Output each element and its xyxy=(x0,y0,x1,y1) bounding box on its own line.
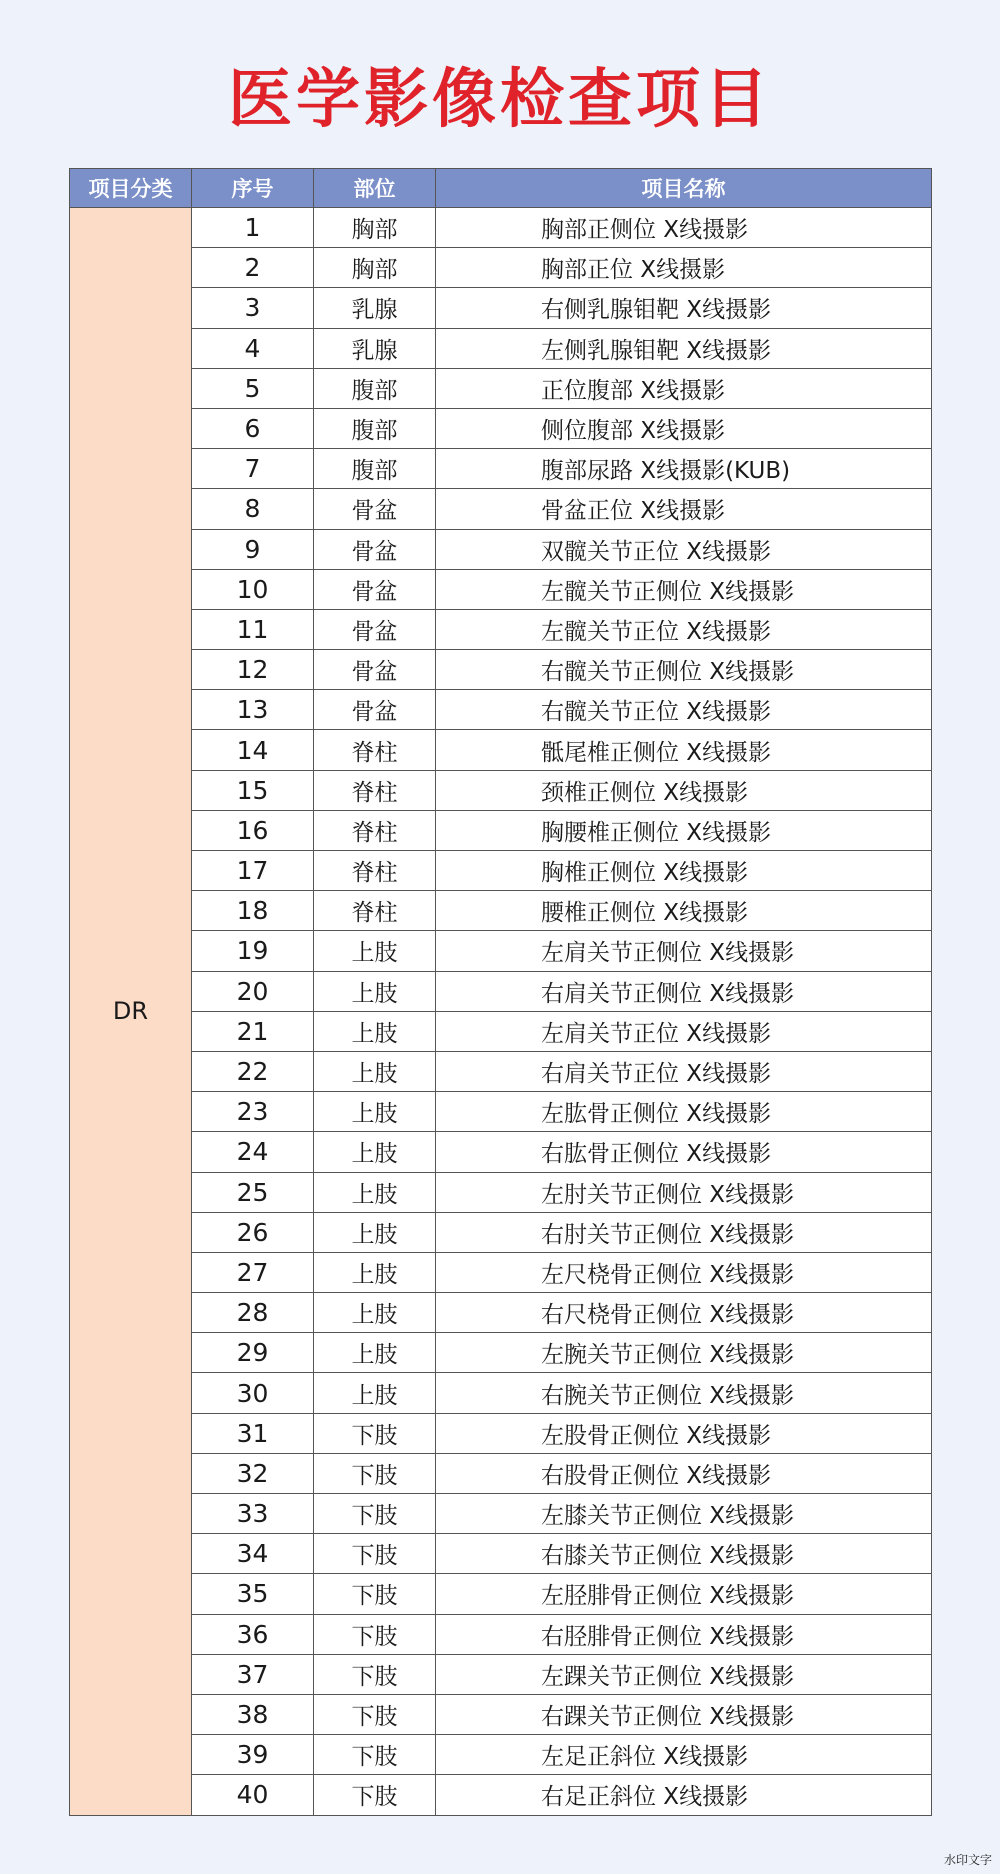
item-name-cell: 左肩关节正位 X线摄影 xyxy=(436,1011,932,1051)
body-part-cell: 胸部 xyxy=(314,248,436,288)
header-body-part: 部位 xyxy=(314,169,436,208)
item-name-cell: 颈椎正侧位 X线摄影 xyxy=(436,770,932,810)
index-cell: 24 xyxy=(192,1132,314,1172)
body-part-cell: 上肢 xyxy=(314,1092,436,1132)
table-row xyxy=(70,569,932,609)
item-name-cell: 右肘关节正侧位 X线摄影 xyxy=(436,1212,932,1252)
item-name-cell: 右肩关节正侧位 X线摄影 xyxy=(436,971,932,1011)
index-cell: 36 xyxy=(192,1614,314,1654)
body-part-cell: 下肢 xyxy=(314,1494,436,1534)
item-name-cell: 骶尾椎正侧位 X线摄影 xyxy=(436,730,932,770)
table-row xyxy=(70,1494,932,1534)
index-cell: 23 xyxy=(192,1092,314,1132)
item-name-cell: 左膝关节正侧位 X线摄影 xyxy=(436,1494,932,1534)
body-part-cell: 上肢 xyxy=(314,1212,436,1252)
body-part-cell: 上肢 xyxy=(314,971,436,1011)
item-name-cell: 左髋关节正侧位 X线摄影 xyxy=(436,569,932,609)
item-name-cell: 左侧乳腺钼靶 X线摄影 xyxy=(436,328,932,368)
index-cell: 8 xyxy=(192,489,314,529)
item-name-cell: 右肱骨正侧位 X线摄影 xyxy=(436,1132,932,1172)
item-name-cell: 右股骨正侧位 X线摄影 xyxy=(436,1453,932,1493)
item-name-cell: 左足正斜位 X线摄影 xyxy=(436,1735,932,1775)
body-part-cell: 下肢 xyxy=(314,1534,436,1574)
item-name-cell: 右髋关节正位 X线摄影 xyxy=(436,690,932,730)
index-cell: 12 xyxy=(192,650,314,690)
item-name-cell: 胸椎正侧位 X线摄影 xyxy=(436,851,932,891)
table-row xyxy=(70,1172,932,1212)
body-part-cell: 上肢 xyxy=(314,1373,436,1413)
index-cell: 22 xyxy=(192,1051,314,1091)
index-cell: 2 xyxy=(192,248,314,288)
table-row xyxy=(70,1132,932,1172)
body-part-cell: 下肢 xyxy=(314,1775,436,1815)
table-row xyxy=(70,931,932,971)
body-part-cell: 上肢 xyxy=(314,1051,436,1091)
table-row xyxy=(70,1051,932,1091)
index-cell: 33 xyxy=(192,1494,314,1534)
body-part-cell: 骨盆 xyxy=(314,529,436,569)
index-cell: 1 xyxy=(192,208,314,248)
item-name-cell: 右踝关节正侧位 X线摄影 xyxy=(436,1694,932,1734)
body-part-cell: 腹部 xyxy=(314,408,436,448)
table-row xyxy=(70,489,932,529)
body-part-cell: 脊柱 xyxy=(314,730,436,770)
item-name-cell: 右肩关节正位 X线摄影 xyxy=(436,1051,932,1091)
body-part-cell: 脊柱 xyxy=(314,851,436,891)
body-part-cell: 下肢 xyxy=(314,1574,436,1614)
index-cell: 5 xyxy=(192,368,314,408)
table-row xyxy=(70,810,932,850)
item-name-cell: 双髋关节正位 X线摄影 xyxy=(436,529,932,569)
index-cell: 21 xyxy=(192,1011,314,1051)
item-name-cell: 左踝关节正侧位 X线摄影 xyxy=(436,1654,932,1694)
table-row xyxy=(70,690,932,730)
table-row xyxy=(70,1212,932,1252)
index-cell: 18 xyxy=(192,891,314,931)
category-cell: DR xyxy=(70,208,192,1816)
table-row xyxy=(70,609,932,649)
table-row xyxy=(70,971,932,1011)
index-cell: 34 xyxy=(192,1534,314,1574)
body-part-cell: 骨盆 xyxy=(314,650,436,690)
body-part-cell: 腹部 xyxy=(314,368,436,408)
index-cell: 38 xyxy=(192,1694,314,1734)
item-name-cell: 胸腰椎正侧位 X线摄影 xyxy=(436,810,932,850)
table-row xyxy=(70,208,932,248)
index-cell: 3 xyxy=(192,288,314,328)
item-name-cell: 胸部正位 X线摄影 xyxy=(436,248,932,288)
index-cell: 6 xyxy=(192,408,314,448)
index-cell: 16 xyxy=(192,810,314,850)
table-row xyxy=(70,1775,932,1815)
item-name-cell: 右膝关节正侧位 X线摄影 xyxy=(436,1534,932,1574)
header-category: 项目分类 xyxy=(70,169,192,208)
index-cell: 30 xyxy=(192,1373,314,1413)
body-part-cell: 上肢 xyxy=(314,931,436,971)
item-name-cell: 右胫腓骨正侧位 X线摄影 xyxy=(436,1614,932,1654)
body-part-cell: 上肢 xyxy=(314,1333,436,1373)
table-row xyxy=(70,1011,932,1051)
body-part-cell: 脊柱 xyxy=(314,810,436,850)
body-part-cell: 腹部 xyxy=(314,449,436,489)
index-cell: 28 xyxy=(192,1293,314,1333)
table-row xyxy=(70,1574,932,1614)
body-part-cell: 下肢 xyxy=(314,1413,436,1453)
item-name-cell: 右髋关节正侧位 X线摄影 xyxy=(436,650,932,690)
body-part-cell: 上肢 xyxy=(314,1293,436,1333)
table-row xyxy=(70,770,932,810)
body-part-cell: 下肢 xyxy=(314,1735,436,1775)
item-name-cell: 右侧乳腺钼靶 X线摄影 xyxy=(436,288,932,328)
page-title: 医学影像检查项目 xyxy=(228,63,772,137)
index-cell: 25 xyxy=(192,1172,314,1212)
header-index: 序号 xyxy=(192,169,314,208)
index-cell: 19 xyxy=(192,931,314,971)
index-cell: 35 xyxy=(192,1574,314,1614)
table-row xyxy=(70,1413,932,1453)
index-cell: 11 xyxy=(192,609,314,649)
body-part-cell: 上肢 xyxy=(314,1252,436,1292)
index-cell: 32 xyxy=(192,1453,314,1493)
index-cell: 7 xyxy=(192,449,314,489)
table-row xyxy=(70,248,932,288)
table-row xyxy=(70,1293,932,1333)
item-name-cell: 右尺桡骨正侧位 X线摄影 xyxy=(436,1293,932,1333)
item-name-cell: 右足正斜位 X线摄影 xyxy=(436,1775,932,1815)
index-cell: 39 xyxy=(192,1735,314,1775)
table-row xyxy=(70,891,932,931)
body-part-cell: 胸部 xyxy=(314,208,436,248)
body-part-cell: 骨盆 xyxy=(314,690,436,730)
index-cell: 15 xyxy=(192,770,314,810)
item-name-cell: 左尺桡骨正侧位 X线摄影 xyxy=(436,1252,932,1292)
body-part-cell: 下肢 xyxy=(314,1614,436,1654)
index-cell: 13 xyxy=(192,690,314,730)
index-cell: 40 xyxy=(192,1775,314,1815)
item-name-cell: 右腕关节正侧位 X线摄影 xyxy=(436,1373,932,1413)
table-row xyxy=(70,730,932,770)
watermark-text: 水印文字 xyxy=(943,1853,992,1867)
item-name-cell: 左腕关节正侧位 X线摄影 xyxy=(436,1333,932,1373)
item-name-cell: 左肘关节正侧位 X线摄影 xyxy=(436,1172,932,1212)
table-row xyxy=(70,1373,932,1413)
table-row xyxy=(70,1092,932,1132)
table-row xyxy=(70,529,932,569)
item-name-cell: 左肩关节正侧位 X线摄影 xyxy=(436,931,932,971)
body-part-cell: 下肢 xyxy=(314,1453,436,1493)
body-part-cell: 上肢 xyxy=(314,1132,436,1172)
body-part-cell: 下肢 xyxy=(314,1654,436,1694)
index-cell: 27 xyxy=(192,1252,314,1292)
body-part-cell: 脊柱 xyxy=(314,891,436,931)
index-cell: 31 xyxy=(192,1413,314,1453)
table-row xyxy=(70,1694,932,1734)
index-cell: 14 xyxy=(192,730,314,770)
table-row xyxy=(70,288,932,328)
item-name-cell: 胸部正侧位 X线摄影 xyxy=(436,208,932,248)
item-name-cell: 腹部尿路 X线摄影(KUB) xyxy=(436,449,932,489)
item-name-cell: 左股骨正侧位 X线摄影 xyxy=(436,1413,932,1453)
table-body xyxy=(70,208,932,1816)
table-row xyxy=(70,1614,932,1654)
table-row xyxy=(70,1735,932,1775)
index-cell: 4 xyxy=(192,328,314,368)
table-row xyxy=(70,1534,932,1574)
body-part-cell: 乳腺 xyxy=(314,288,436,328)
item-name-cell: 正位腹部 X线摄影 xyxy=(436,368,932,408)
item-name-cell: 左髋关节正位 X线摄影 xyxy=(436,609,932,649)
body-part-cell: 脊柱 xyxy=(314,770,436,810)
exam-items-table xyxy=(69,168,932,1816)
body-part-cell: 上肢 xyxy=(314,1172,436,1212)
table-row xyxy=(70,1252,932,1292)
table-row xyxy=(70,408,932,448)
item-name-cell: 腰椎正侧位 X线摄影 xyxy=(436,891,932,931)
table-row xyxy=(70,1333,932,1373)
index-cell: 20 xyxy=(192,971,314,1011)
table-row xyxy=(70,368,932,408)
table-row xyxy=(70,1654,932,1694)
item-name-cell: 左肱骨正侧位 X线摄影 xyxy=(436,1092,932,1132)
index-cell: 9 xyxy=(192,529,314,569)
index-cell: 29 xyxy=(192,1333,314,1373)
item-name-cell: 骨盆正位 X线摄影 xyxy=(436,489,932,529)
index-cell: 37 xyxy=(192,1654,314,1694)
table-row xyxy=(70,328,932,368)
body-part-cell: 骨盆 xyxy=(314,609,436,649)
table-row xyxy=(70,650,932,690)
table-row xyxy=(70,851,932,891)
body-part-cell: 乳腺 xyxy=(314,328,436,368)
body-part-cell: 下肢 xyxy=(314,1694,436,1734)
table-header-row xyxy=(70,169,932,208)
body-part-cell: 上肢 xyxy=(314,1011,436,1051)
item-name-cell: 侧位腹部 X线摄影 xyxy=(436,408,932,448)
index-cell: 17 xyxy=(192,851,314,891)
index-cell: 10 xyxy=(192,569,314,609)
table-row xyxy=(70,449,932,489)
body-part-cell: 骨盆 xyxy=(314,489,436,529)
table-row xyxy=(70,1453,932,1493)
header-item-name: 项目名称 xyxy=(436,169,932,208)
body-part-cell: 骨盆 xyxy=(314,569,436,609)
item-name-cell: 左胫腓骨正侧位 X线摄影 xyxy=(436,1574,932,1614)
index-cell: 26 xyxy=(192,1212,314,1252)
